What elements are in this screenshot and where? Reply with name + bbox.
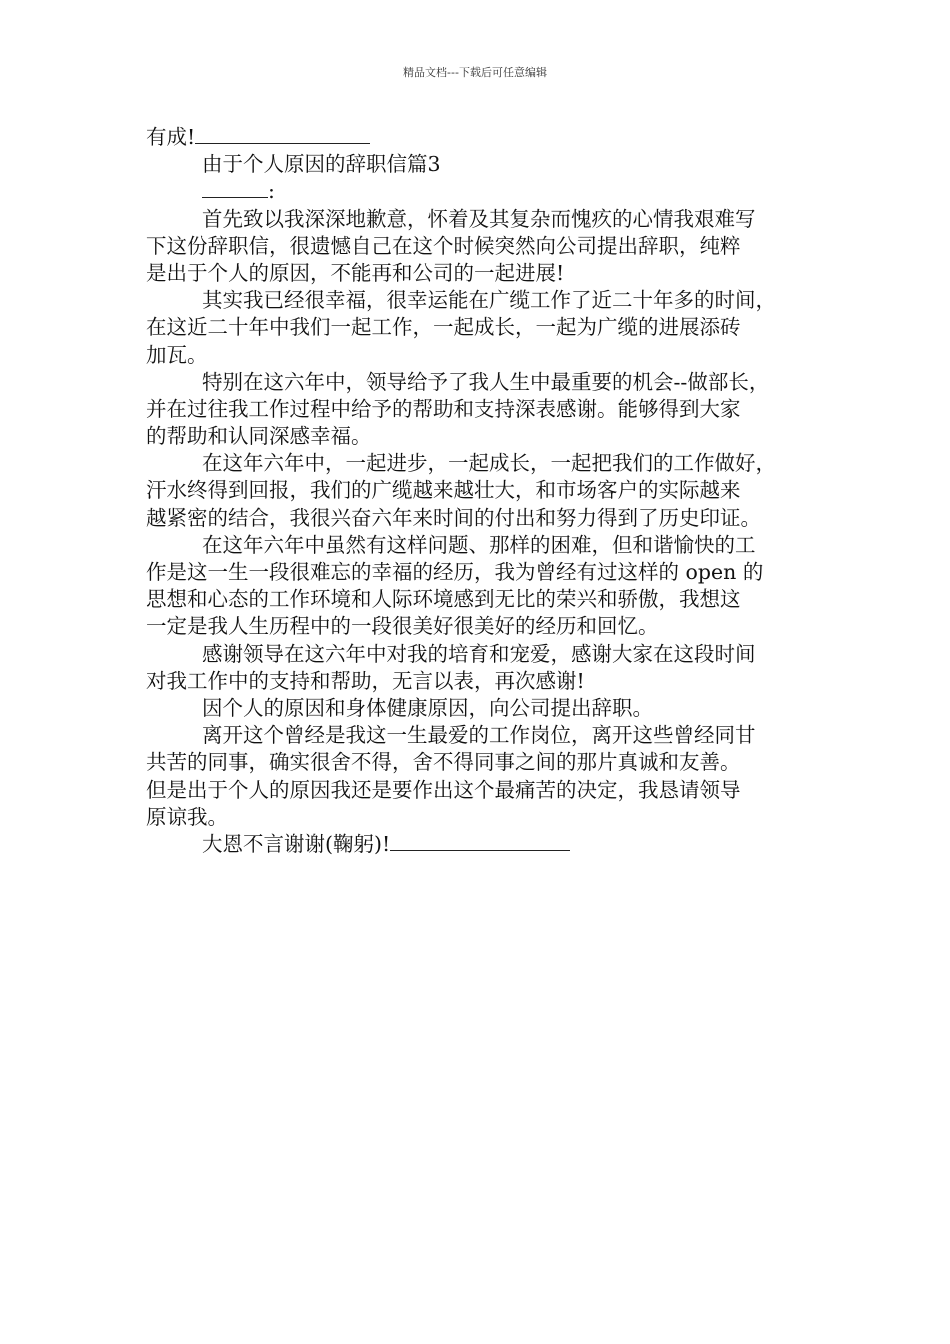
text-line: 感谢领导在这六年中对我的培育和宠爱，感谢大家在这段时间 [202,641,756,666]
text-line: 汗水终得到回报，我们的广缆越来越壮大，和市场客户的实际越来 [146,478,741,503]
closing-blank [390,831,570,851]
text-line: 对我工作中的支持和帮助，无言以表，再次感谢! [146,668,585,693]
salutation-blank [202,178,268,198]
text-line: 因个人的原因和身体健康原因，向公司提出辞职。 [202,695,653,720]
text-line: 原谅我。 [146,804,228,829]
closing-text: 大恩不言谢谢(鞠躬)! [202,831,391,856]
opening-blank [195,124,370,144]
text-line: 共苦的同事，确实很舍不得，舍不得同事之间的那片真诚和友善。 [146,750,741,775]
letter-title [146,151,816,178]
text-line: 并在过往我工作过程中给予的帮助和支持深表感谢。能够得到大家 [146,396,741,421]
opening-text: 有成! [146,125,196,149]
text-line: 在这近二十年中我们一起工作，一起成长，一起为广缆的进展添砖 [146,315,741,340]
text-line: 其实我已经很幸福，很幸运能在广缆工作了近二十年多的时间， [202,288,776,313]
text-line: 作是这一生一段很难忘的幸福的经历，我为曾经有过这样的 open 的 [146,560,764,584]
text-line: 思想和心态的工作环境和人际环境感到无比的荣兴和骄傲，我想这 [146,587,741,612]
text-line: 一定是我人生历程中的一段很美好很美好的经历和回忆。 [146,614,659,639]
text-line: 离开这个曾经是我这一生最爱的工作岗位，离开这些曾经同甘 [202,723,756,748]
text-line: 但是出于个人的原因我还是要作出这个最痛苦的决定，我恳请领导 [146,777,741,802]
opening-line [146,124,816,151]
text-line: 在这年六年中，一起进步，一起成长，一起把我们的工作做好， [202,451,776,476]
salutation-suffix: : [268,179,275,204]
salutation-line [146,178,816,205]
letter-paragraphs [146,206,816,831]
closing-line [146,831,816,858]
letter-body [146,124,816,858]
text-line: 在这年六年中虽然有这样问题、那样的困难，但和谐愉快的工 [202,532,756,557]
text-line: 特别在这六年中，领导给予了我人生中最重要的机会--做部长， [202,369,770,394]
text-line: 的帮助和认同深感幸福。 [146,424,372,449]
letter-title-text: 由于个人原因的辞职信篇3 [202,152,441,177]
text-line: 越紧密的结合，我很兴奋六年来时间的付出和努力得到了历史印证。 [146,505,761,530]
text-line: 加瓦。 [146,342,208,367]
text-line: 下这份辞职信，很遗憾自己在这个时候突然向公司提出辞职，纯粹 [146,233,741,258]
page-header: 精品文档---下载后可任意编辑 [403,66,547,79]
text-line: 首先致以我深深地歉意，怀着及其复杂而愧疚的心情我艰难写 [202,206,756,231]
text-line: 是出于个人的原因，不能再和公司的一起进展! [146,260,565,285]
